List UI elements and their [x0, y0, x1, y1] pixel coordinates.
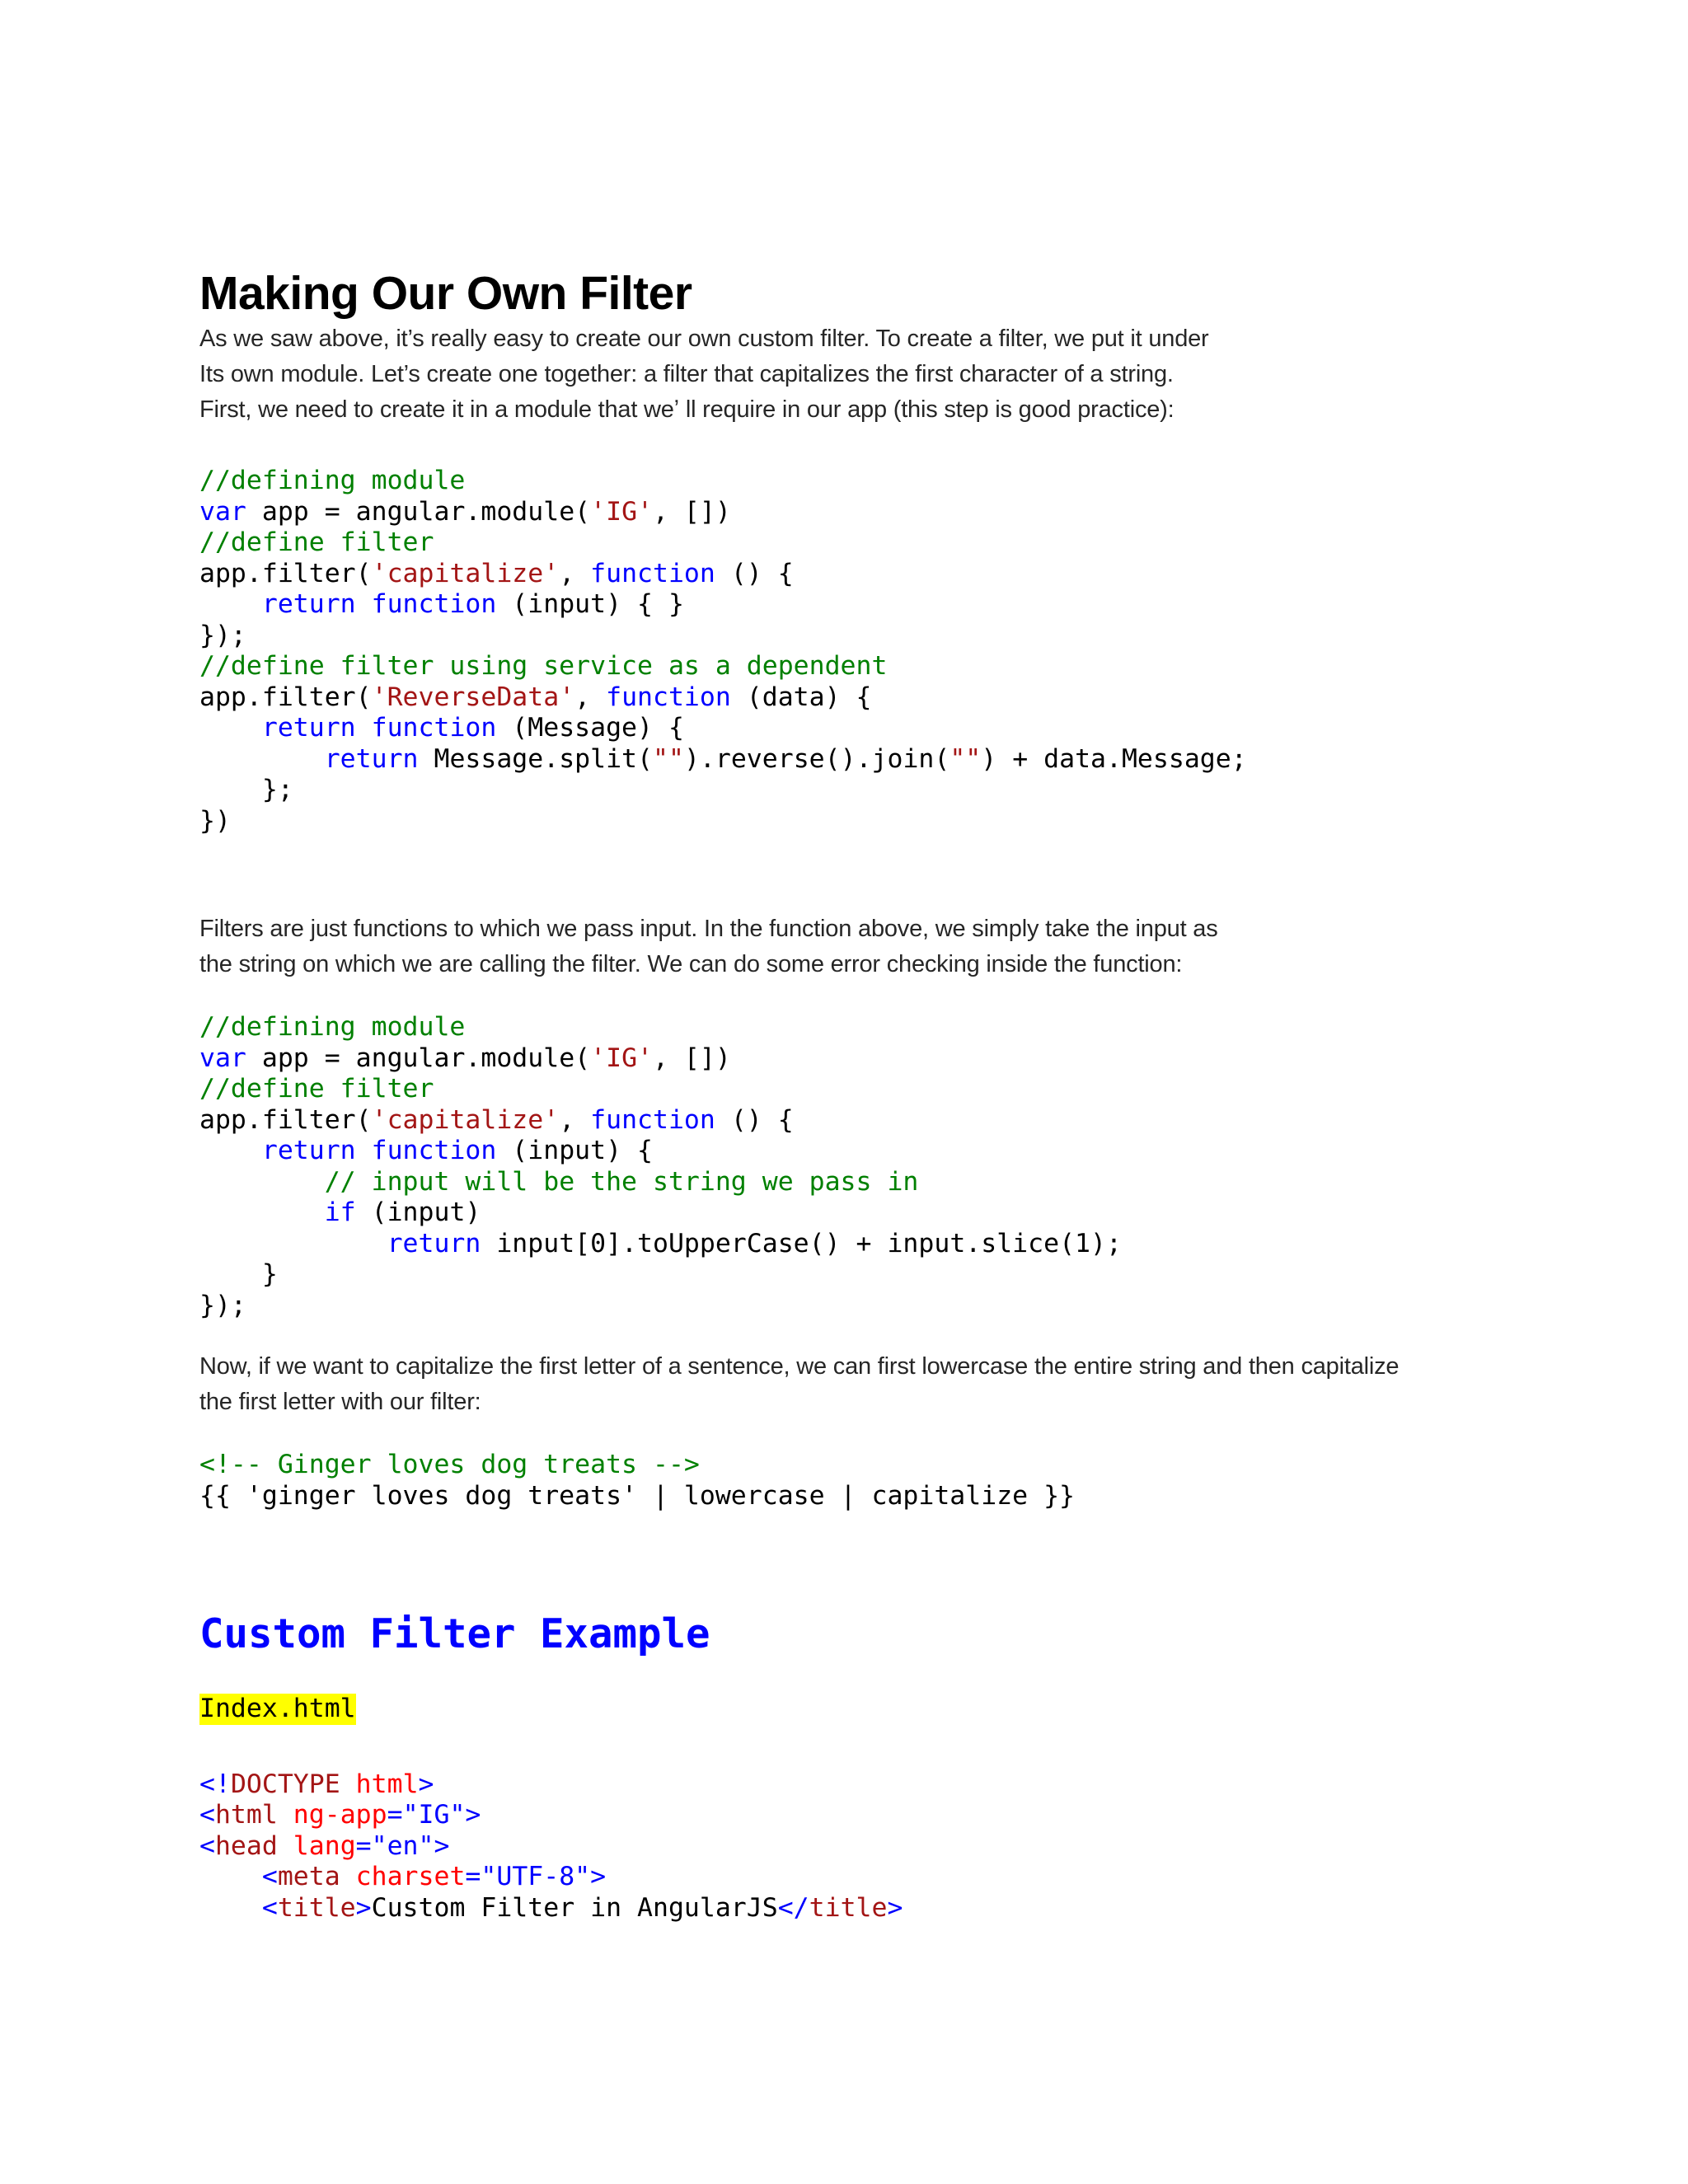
code-line: <meta charset="UTF-8"> — [261, 1862, 607, 1891]
code-line: //defining module — [199, 1012, 466, 1042]
code-line: if (input) — [324, 1197, 481, 1227]
code-line: }); — [199, 620, 246, 650]
code-line: app.filter('capitalize', function () { — [199, 1104, 794, 1135]
code-line: //define filter — [199, 527, 434, 557]
code-line: <!-- Ginger loves dog treats --> — [199, 1450, 700, 1479]
code-line: <!DOCTYPE html> — [199, 1769, 434, 1799]
code-line: app.filter('ReverseData', function (data) { — [199, 682, 872, 712]
code-line: return function (input) { — [261, 1136, 653, 1165]
code-line: {{ 'ginger loves dog treats' | lowercase | capitalize }} — [199, 1480, 1076, 1511]
code-line: //defining module — [199, 466, 466, 495]
code-line: }) — [199, 805, 231, 836]
code-line: return Message.split("").reverse().join("") + data.Message; — [324, 743, 1247, 774]
code-line: } — [199, 1259, 278, 1289]
code-block-filter-definition — [199, 466, 1535, 837]
code-line: //define filter using service as a dependent — [199, 651, 888, 681]
middle-line: the string on which we are calling the filter. We can do some error checking inside the function: — [199, 951, 1183, 977]
middle-paragraph — [199, 912, 1535, 982]
intro-paragraph — [199, 321, 1535, 428]
code-line: var app = angular.module('IG', []) — [199, 496, 731, 527]
code-line: var app = angular.module('IG', []) — [199, 1043, 731, 1073]
code-block-error-checking — [199, 1012, 1535, 1321]
code-line: }); — [199, 1290, 246, 1320]
code-line: return function (Message) { — [261, 713, 684, 743]
code-line: return function (input) { } — [261, 589, 684, 619]
now-line: the first letter with our filter: — [199, 1389, 481, 1415]
filename-label-row — [199, 1694, 1535, 1725]
code-line: return input[0].toUpperCase() + input.slice(1); — [387, 1228, 1122, 1258]
intro-line: First, we need to create it in a module that weʼ ll require in our app (this step is good practice): — [199, 396, 1175, 423]
middle-line: Filters are just functions to which we pass input. In the function above, we simply take the input as — [199, 916, 1218, 942]
section-heading: Custom Filter Example — [199, 1610, 710, 1657]
now-paragraph — [199, 1349, 1535, 1420]
filename-label: Index.html — [199, 1694, 356, 1723]
intro-line: Its own module. Let’s create one together: a filter that capitalizes the first character of a string. — [199, 361, 1174, 387]
code-line: //define filter — [199, 1074, 434, 1104]
code-line: app.filter('capitalize', function () { — [199, 558, 794, 588]
code-line: <title>Custom Filter in AngularJS</title> — [261, 1892, 903, 1923]
page-title: Making Our Own Filter — [199, 267, 692, 320]
code-block-usage — [199, 1450, 1535, 1511]
document-content — [199, 265, 1535, 1924]
intro-line: As we saw above, it’s really easy to create our own custom filter. To create a filter, we put it under — [199, 326, 1209, 352]
code-line: <html ng-app="IG"> — [199, 1800, 481, 1830]
code-line: <head lang="en"> — [199, 1830, 450, 1861]
code-line: }; — [199, 775, 293, 804]
code-block-index-html — [199, 1769, 1535, 1924]
now-line: Now, if we want to capitalize the first letter of a sentence, we can first lowercase the entire string and then capitalize — [199, 1353, 1400, 1380]
code-line: // input will be the string we pass in — [324, 1166, 919, 1197]
